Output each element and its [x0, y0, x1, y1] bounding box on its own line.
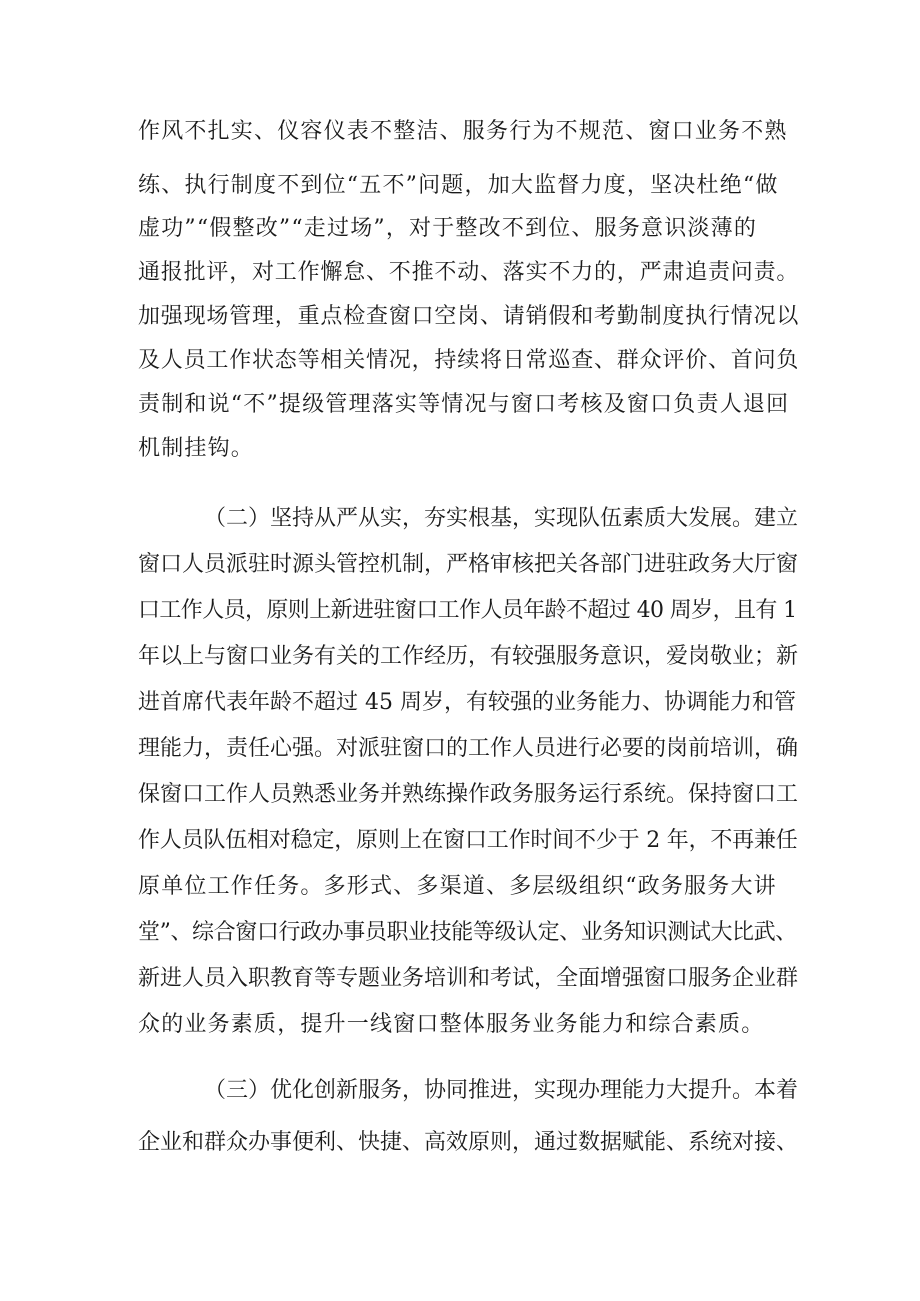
text-line: 企业和群众办事便利、快捷、高效原则，通过数据赋能、系统对接、: [138, 1130, 799, 1155]
text-line: 虚功”“假整改”“走过场”，对于整改不到位、服务意识淡薄的: [138, 216, 758, 241]
text-line: 年以上与窗口业务有关的工作经历，有较强服务意识，爱岗敬业；新: [138, 644, 799, 669]
text-line: 练、执行制度不到位“五不”问题，加大监督力度，坚决杜绝“做: [138, 173, 779, 198]
text-line: 口工作人员，原则上新进驻窗口工作人员年龄不超过 40 周岁，且有 1: [138, 598, 797, 623]
text-line: 众的业务素质，提升一线窗口整体服务业务能力和综合素质。: [138, 1012, 765, 1037]
text-line: 新进人员入职教育等专题业务培训和考试，全面增强窗口服务企业群: [138, 966, 799, 991]
text-line: 理能力，责任心强。对派驻窗口的工作人员进行必要的岗前培训，确: [138, 736, 799, 761]
paragraph-heading-3: （三）优化创新服务，协同推进，实现办理能力大提升。本着: [204, 1078, 799, 1103]
text-line: 窗口人员派驻时源头管控机制，严格审核把关各部门进驻政务大厅窗: [138, 552, 799, 577]
paragraph-heading-2: （二）坚持从严从实，夯实根基，实现队伍素质大发展。建立: [204, 506, 799, 531]
text-line: 作风不扎实、仪容仪表不整洁、服务行为不规范、窗口业务不熟: [138, 119, 788, 144]
text-line: 原单位工作任务。多形式、多渠道、多层级组织“政务服务大讲: [138, 874, 777, 899]
text-line: 责制和说“不”提级管理落实等情况与窗口考核及窗口负责人退回: [138, 392, 790, 417]
text-line: 保窗口工作人员熟悉业务并熟练操作政务服务运行系统。保持窗口工: [138, 782, 799, 807]
text-line: 及人员工作状态等相关情况，持续将日常巡查、群众评价、首问负: [138, 348, 800, 373]
text-line: 机制挂钩。: [138, 436, 255, 461]
text-line: 作人员队伍相对稳定，原则上在窗口工作时间不少于 2 年，不再兼任: [138, 828, 798, 853]
text-line: 加强现场管理，重点检查窗口空岗、请销假和考勤制度执行情况以: [138, 304, 800, 329]
text-line: 通报批评，对工作懈怠、不推不动、落实不力的，严肃追责问责。: [138, 260, 800, 285]
text-line: 堂”、综合窗口行政办事员职业技能等级认定、业务知识测试大比武、: [138, 920, 797, 945]
text-line: 进首席代表年龄不超过 45 周岁，有较强的业务能力、协调能力和管: [138, 690, 796, 715]
